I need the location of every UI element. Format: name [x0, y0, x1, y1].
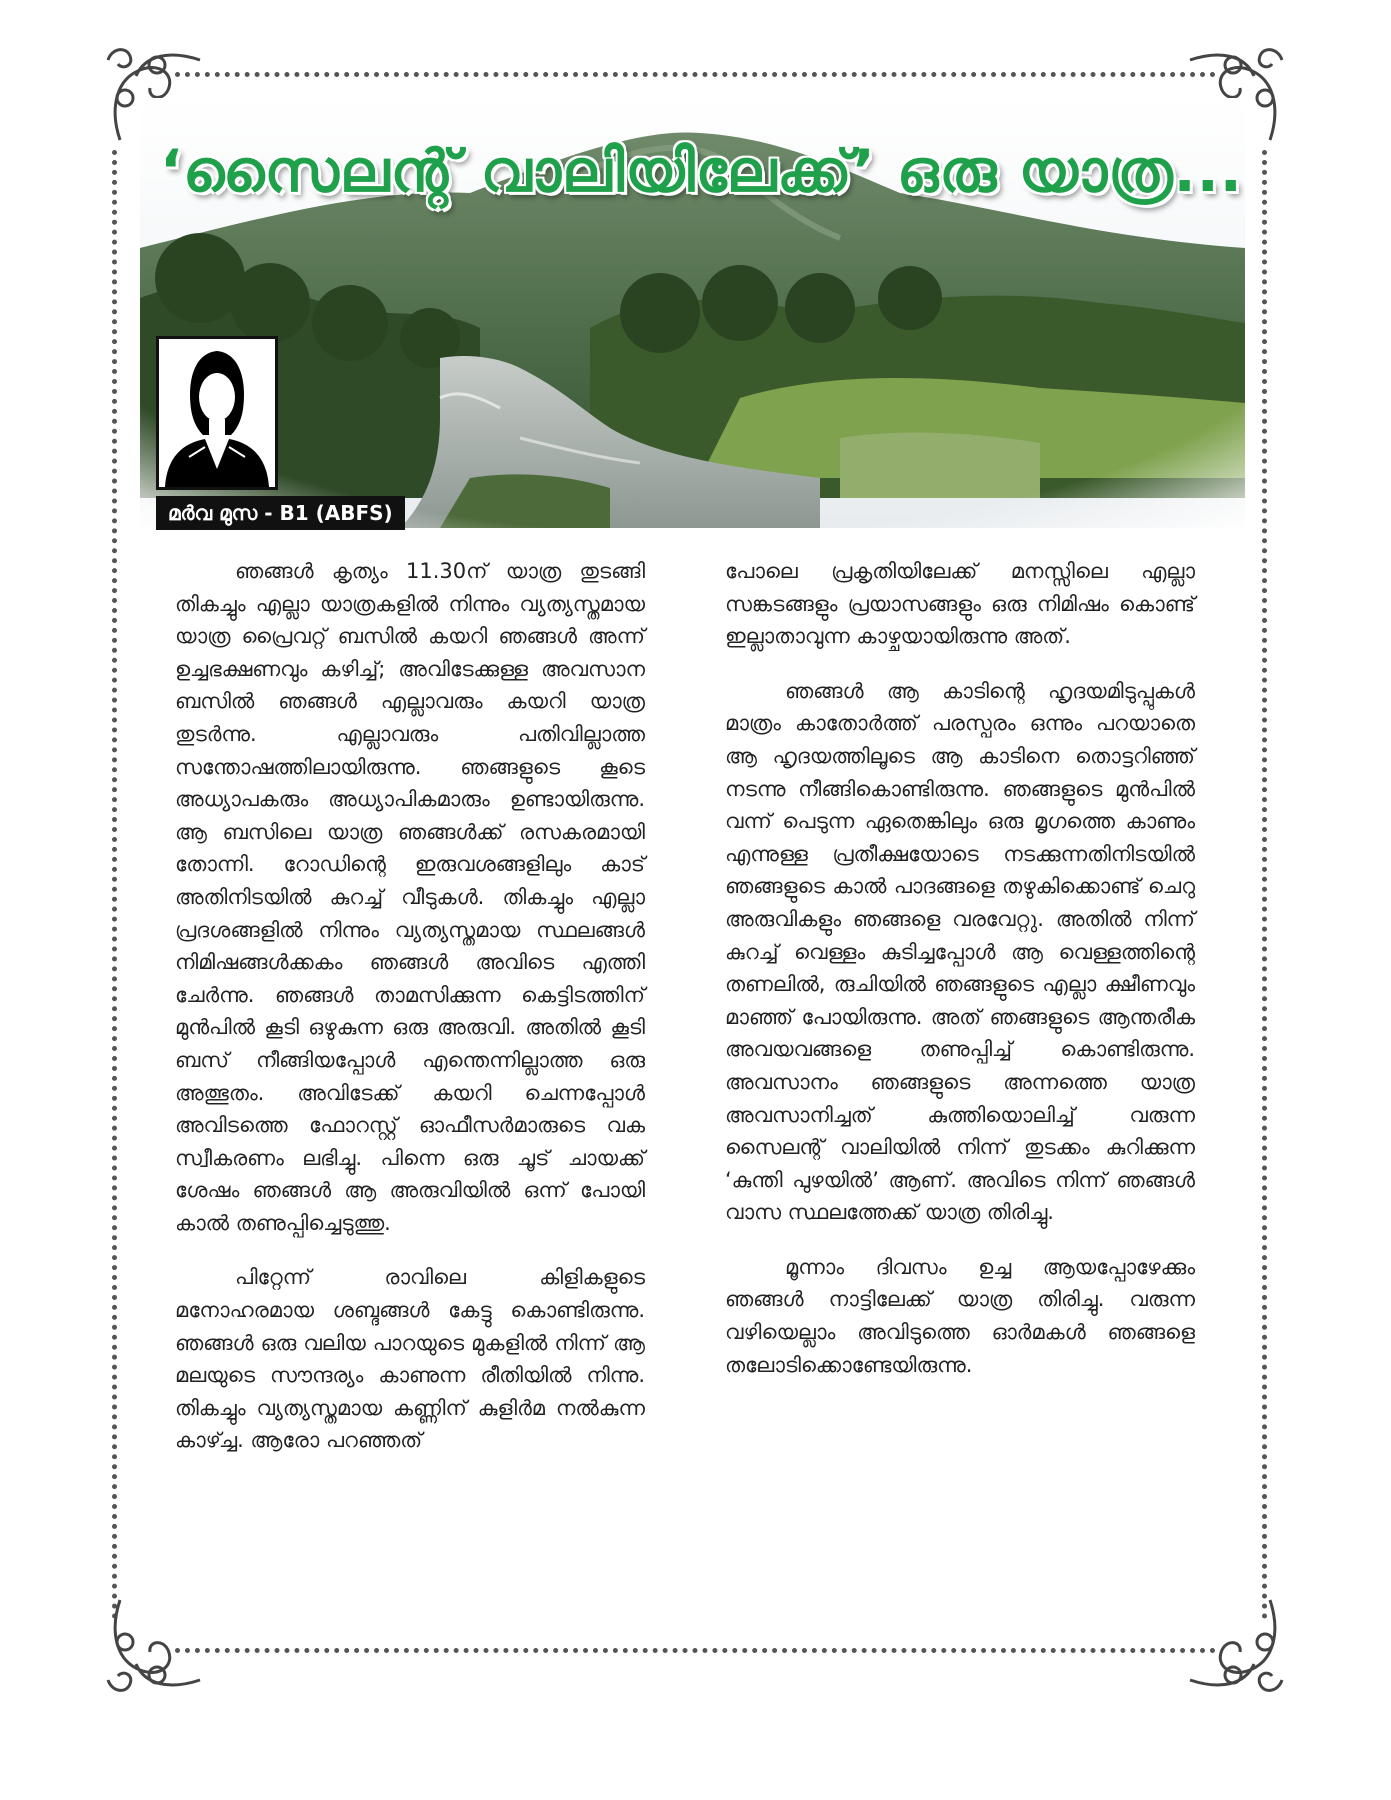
person-silhouette-icon	[159, 339, 275, 487]
corner-ornament-icon	[1180, 1590, 1290, 1700]
border-top	[175, 72, 1216, 77]
left-column	[175, 555, 645, 1479]
paragraph: പിറ്റേന്ന് രാവിലെ കിളികളുടെ മനോഹരമായ ശബ്ദങ്ങൾ കേട്ടു കൊണ്ടിരുന്നു. ഞങ്ങൾ ഒരു വലിയ പാറയുടെ മുകളിൽ നിന്ന് ആ മലയുടെ സൗന്ദര്യം കാണുന്ന രീതിയിൽ നിന്നു. തികച്ചും വ്യത്യസ്തമായ കണ്ണിന് കുളിർമ നൽകുന്ന കാഴ്ച്ച. ആരോ പറഞ്ഞത്	[175, 1265, 645, 1453]
paragraph: പോലെ പ്രകൃതിയിലേക്ക് മനസ്സിലെ എല്ലാ സങ്കടങ്ങളും പ്രയാസങ്ങളും ഒരു നിമിഷം കൊണ്ട് ഇല്ലാതാവുന്ന കാഴ്ചയായിരുന്നു അത്.	[725, 559, 1195, 649]
author-avatar	[156, 336, 278, 490]
border-right	[1262, 150, 1267, 1620]
article-title: ‘സൈലന്റ് വാലിയിലേക്ക്’ ഒരു യാത്ര...	[160, 136, 1243, 205]
right-column	[725, 555, 1195, 1403]
border-bottom	[175, 1648, 1216, 1653]
border-left	[112, 150, 117, 1620]
paragraph: ഞങ്ങൾ ആ കാടിന്റെ ഹൃദയമിടുപ്പുകൾ മാത്രം കാതോർത്ത് പരസ്പരം ഒന്നും പറയാതെ ആ ഹൃദയത്തിലൂടെ ആ കാടിനെ തൊട്ടറിഞ്ഞ് നടന്നു നീങ്ങികൊണ്ടിരുന്നു. ഞങ്ങളുടെ മുൻപിൽ വന്ന് പെടുന്ന ഏതെങ്കിലും ഒരു മൃഗത്തെ കാണും എന്നുള്ള പ്രതീക്ഷയോടെ നടക്കുന്നതിനിടയിൽ ഞങ്ങളുടെ കാൽ പാദങ്ങളെ തഴുകിക്കൊണ്ട് ചെറു അരുവികളും ഞങ്ങളെ വരവേറ്റു. അതിൽ നിന്ന് കുറച്ച് വെള്ളം കുടിച്ചപ്പോൾ ആ വെള്ളത്തിന്റെ തണലിൽ, രുചിയിൽ ഞങ്ങളുടെ എല്ലാ ക്ഷീണവും മാഞ്ഞ് പോയിരുന്നു. അത് ഞങ്ങളുടെ ആന്തരീക അവയവങ്ങളെ തണുപ്പിച്ച് കൊണ്ടിരുന്നു. അവസാനം ഞങ്ങളുടെ അന്നത്തെ യാത്ര അവസാനിച്ചത് കുത്തിയൊലിച്ച് വരുന്ന സൈലന്റ് വാലിയിൽ നിന്ന് തുടക്കം കുറിക്കുന്ന ‘കുന്തി പുഴയിൽ’ ആണ്. അവിടെ നിന്ന് ഞങ്ങൾ വാസ സ്ഥലത്തേക്ക് യാത്ര തിരിച്ചു.	[725, 678, 1195, 1225]
paragraph: ഞങ്ങൾ കൃത്യം 11.30ന് യാത്ര തുടങ്ങി തികച്ചും എല്ലാ യാത്രകളിൽ നിന്നും വ്യത്യസ്തമായ യാത്ര പ്രൈവറ്റ് ബസിൽ കയറി ഞങ്ങൾ അന്ന് ഉച്ചഭക്ഷണവും കഴിച്ച്; അവിടേക്കുള്ള അവസാന ബസിൽ ഞങ്ങൾ എല്ലാവരും കയറി യാത്ര തുടർന്നു. എല്ലാവരും പതിവില്ലാത്ത സന്തോഷത്തിലായിരുന്നു. ഞങ്ങളുടെ കൂടെ അധ്യാപകരും അധ്യാപികമാരും ഉണ്ടായിരുന്നു. ആ ബസിലെ യാത്ര ഞങ്ങൾക്ക് രസകരമായി തോന്നി. റോഡിന്റെ ഇരുവശങ്ങളിലും കാട് അതിനിടയിൽ കുറച്ച് വീടുകൾ. തികച്ചും എല്ലാ പ്രദശങ്ങളിൽ നിന്നും വ്യത്യസ്തമായ സ്ഥലങ്ങൾ നിമിഷങ്ങൾക്കകം ഞങ്ങൾ അവിടെ എത്തി ചേർന്നു. ഞങ്ങൾ താമസിക്കുന്ന കെട്ടിടത്തിന് മുൻപിൽ കൂടി ഒഴുകുന്ന ഒരു അരുവി. അതിൽ കൂടി ബസ് നീങ്ങിയപ്പോൾ എന്തെന്നില്ലാത്ത ഒരു അത്ഭുതം. അവിടേക്ക് കയറി ചെന്നപ്പോൾ അവിടത്തെ ഫോറസ്റ്റ് ഓഫീസർമാരുടെ വക സ്വീകരണം ലഭിച്ചു. പിന്നെ ഒരു ചൂട് ചായക്ക് ശേഷം ഞങ്ങൾ ആ അരുവിയിൽ ഒന്ന് പോയി കാൽ തണുപ്പിച്ചെടുത്തു.	[175, 559, 645, 1235]
paragraph: മൂന്നാം ദിവസം ഉച്ച ആയപ്പോഴേക്കും ഞങ്ങൾ നാട്ടിലേക്ക് യാത്ര തിരിച്ചു. വരുന്ന വഴിയെല്ലാം അവിടുത്തെ ഓർമകൾ ഞങ്ങളെ തലോടിക്കൊണ്ടേയിരുന്നു.	[725, 1254, 1195, 1377]
author-byline: മർവ മുസ - B1 (ABFS)	[156, 496, 405, 530]
corner-ornament-icon	[100, 1590, 210, 1700]
